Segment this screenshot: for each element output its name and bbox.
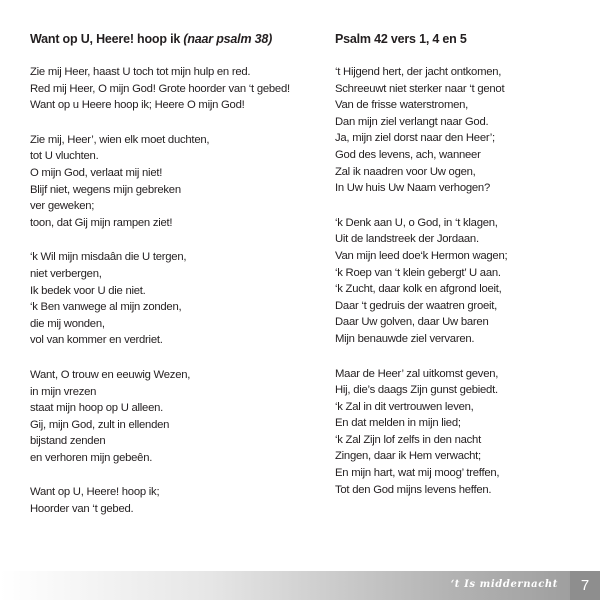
right-stanzas [335, 64, 575, 498]
stanza [30, 484, 310, 517]
poem-line: ‘k Roep van ‘t klein gebergt’ U aan. [335, 266, 501, 279]
poem-line: vol van kommer en verdriet. [30, 334, 163, 347]
page-footer [0, 571, 600, 600]
poem-line: Van de frisse waterstromen, [335, 99, 469, 112]
poem-line: niet verbergen, [30, 267, 102, 280]
poem-line: Uit de landstreek der Jordaan. [335, 233, 479, 246]
poem-line: staat mijn hoop op U alleen. [30, 402, 164, 415]
poem-line: ‘k Wil mijn misdaân die U tergen, [30, 251, 187, 264]
poem-line: ‘k Zal in dit vertrouwen leven, [335, 400, 474, 413]
running-title: ‘t Is middernacht [450, 579, 558, 590]
poem-line: Mijn benauwde ziel vervaren. [335, 332, 475, 345]
poem-line: En mijn hart, wat mij moog’ treffen, [335, 467, 500, 480]
poem-line: ‘t Hijgend hert, der jacht ontkomen, [335, 66, 502, 78]
poem-line: In Uw huis Uw Naam verhogen? [335, 182, 490, 195]
right-column [335, 31, 575, 516]
poem-line: Zie mij Heer, haast U toch tot mijn hulp en red. [30, 66, 251, 78]
poem-line: O mijn God, verlaat mij niet! [30, 166, 163, 179]
stanza [335, 215, 575, 348]
left-stanzas [30, 64, 310, 518]
poem-line: ‘k Zal Zijn lof zelfs in den nacht [335, 433, 481, 446]
poem-line: en verhoren mijn gebeên. [30, 451, 153, 464]
poem-line: toon, dat Gij mijn rampen ziet! [30, 216, 173, 229]
page-number: 7 [570, 571, 600, 600]
poem-line: Ik bedek voor U die niet. [30, 284, 146, 297]
poem-line: Schreeuwt niet sterker naar ‘t genot [335, 82, 505, 95]
poem-line: Want op U, Heere! hoop ik; [30, 486, 160, 499]
stanza [30, 367, 310, 467]
stanza [30, 249, 310, 349]
left-title-text: Want op U, Heere! hoop ik [30, 32, 181, 46]
poem-line: Ja, mijn ziel dorst naar den Heer’; [335, 132, 495, 145]
right-poem-title: Psalm 42 vers 1, 4 en 5 [335, 32, 467, 46]
poem-line: die mij wonden, [30, 317, 105, 330]
stanza [335, 366, 575, 499]
poem-line: Zie mij, Heer’, wien elk moet duchten, [30, 133, 210, 146]
left-poem-title [30, 31, 310, 47]
left-column [30, 31, 310, 536]
poem-line: Hij, die’s daags Zijn gunst gebiedt. [335, 384, 498, 397]
poem-line: ‘k Zucht, daar kolk en afgrond loeit, [335, 283, 502, 296]
left-title-note: (naar psalm 38) [183, 32, 273, 46]
poem-line: Daar ‘t gedruis der waatren groeit, [335, 299, 498, 312]
poem-line: Want, O trouw en eeuwig Wezen, [30, 368, 191, 381]
poem-line: Hoorder van ‘t gebed. [30, 503, 134, 516]
poem-line: Red mij Heer, O mijn God! Grote hoorder van ‘t gebed! [30, 82, 290, 95]
poem-line: Blijf niet, wegens mijn gebreken [30, 183, 181, 196]
poem-line: Dan mijn ziel verlangt naar God. [335, 115, 489, 128]
poem-line: tot U vluchten. [30, 150, 99, 163]
poem-line: Gij, mijn God, zult in ellenden [30, 418, 170, 431]
stanza [30, 64, 310, 114]
poem-line: God des levens, ach, wanneer [335, 148, 481, 161]
poem-line: Zingen, daar ik Hem verwacht; [335, 450, 481, 463]
stanza [30, 132, 310, 232]
poem-line: Tot den God mijns levens heffen. [335, 483, 492, 496]
poem-line: Van mijn leed doe‘k Hermon wagen; [335, 249, 508, 262]
poem-line: En dat melden in mijn lied; [335, 417, 461, 430]
poem-line: Zal ik naadren voor Uw ogen, [335, 165, 476, 178]
poem-line: Want op u Heere hoop ik; Heere O mijn God! [30, 99, 245, 112]
poem-line: ‘k Denk aan U, o God, in ‘t klagen, [335, 216, 498, 229]
poem-line: ver geweken; [30, 200, 95, 213]
poem-line: Maar de Heer’ zal uitkomst geven, [335, 367, 499, 380]
poem-line: Daar Uw golven, daar Uw baren [335, 316, 489, 329]
poem-line: in mijn vrezen [30, 385, 97, 398]
stanza [335, 64, 575, 197]
poem-line: ‘k Ben vanwege al mijn zonden, [30, 301, 182, 314]
poem-line: bijstand zenden [30, 435, 106, 448]
